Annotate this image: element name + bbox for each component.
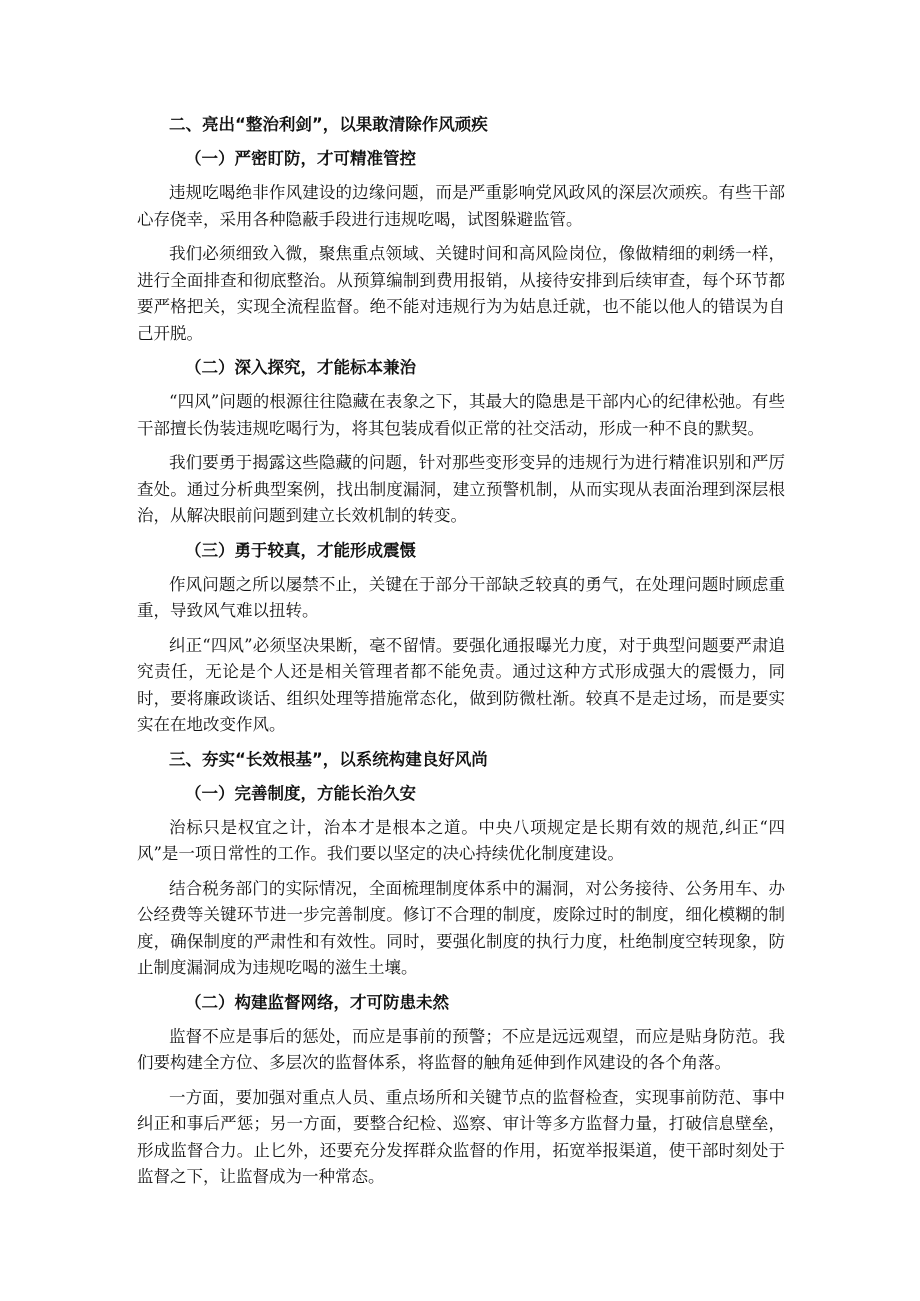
paragraph: 结合税务部门的实际情况，全面梳理制度体系中的漏洞，对公务接待、公务用车、办公经费等关键环节进一步完善制度。修订不合理的制度，废除过时的制度，细化模糊的制度，确保制度的严肃性和有效性。同时，要强化制度的执行力度，杜绝制度空转现象，防止制度漏洞成为违规吃喝的滋生土壤。 [137,878,785,977]
document-body [137,112,785,1199]
paragraph: “四风”问题的根源往往隐藏在表象之下，其最大的隐患是干部内心的纪律松弛。有些干部擅长伪装违规吃喝行为，将其包装成看似正常的社交活动，形成一种不良的默契。 [137,392,785,438]
paragraph: 我们要勇于揭露这些隐藏的问题，针对那些变形变异的违规行为进行精准识别和严厉查处。通过分析典型案例，找出制度漏洞，建立预警机制，从而实现从表面治理到深层根治，从解决眼前问题到建立长效机制的转变。 [137,453,785,525]
paragraph: 纠正“四风”必须坚决果断，毫不留情。要强化通报曝光力度，对于典型问题要严肃追究责任，无论是个人还是相关管理者都不能免责。通过这种方式形成强大的震慑力，同时，要将廉政谈话、组织处理等措施常态化，做到防微杜渐。较真不是走过场，而是要实实在在地改变作风。 [137,635,785,734]
section-heading-3: 三、夯实“长效根基”，以系统构建良好风尚 [169,749,488,769]
subsection-heading-3-1: （一）完善制度，方能长治久安 [185,783,416,803]
subsection-heading-2-3: （三）勇于较真，才能形成震慑 [185,540,416,560]
subsection-heading-2-2: （二）深入探究，才能标本兼治 [185,358,416,377]
section-heading-2: 二、亮出“整治利剑”，以果敢清除作风顽疾 [169,115,488,134]
subsection-heading-2-1: （一）严密盯防，才可精准管控 [185,149,416,168]
paragraph: 监督不应是事后的惩处，而应是事前的预警；不应是远远观望，而应是贴身防范。我们要构建全方位、多层次的监督体系，将监督的触角延伸到作风建设的各个角落。 [137,1026,785,1072]
paragraph: 作风问题之所以屡禁不止，关键在于部分干部缺乏较真的勇气，在处理问题时顾虑重重，导致风气难以扭转。 [137,574,785,620]
paragraph: 违规吃喝绝非作风建设的边缘问题，而是严重影响党风政风的深层次顽疾。有些干部心存侥幸，采用各种隐蔽手段进行违规吃喝，试图躲避监管。 [137,183,785,229]
subsection-heading-3-2: （二）构建监督网络，才可防患未然 [185,992,449,1012]
paragraph: 一方面，要加强对重点人员、重点场所和关键节点的监督检查，实现事前防范、事中纠正和事后严惩；另一方面，要整合纪检、巡察、审计等多方监督力量，打破信息壁垒，形成监督合力。止匕外，还要充分发挥群众监督的作用，拓宽举报渠道，使干部时刻处于监督之下，让监督成为一种常态。 [137,1087,785,1186]
paragraph: 我们必须细致入微，聚焦重点领域、关键时间和高风险岗位，像做精细的刺绣一样，进行全面排查和彻底整治。从预算编制到费用报销，从接待安排到后续审查，每个环节都要严格把关，实现全流程监督。绝不能对违规行为为姑息迁就，也不能以他人的错误为自己开脱。 [137,244,785,343]
paragraph: 治标只是权宜之计，治本才是根本之道。中央八项规定是长期有效的规范,纠正“四风”是一项日常性的工作。我们要以坚定的决心持续优化制度建设。 [137,817,785,863]
